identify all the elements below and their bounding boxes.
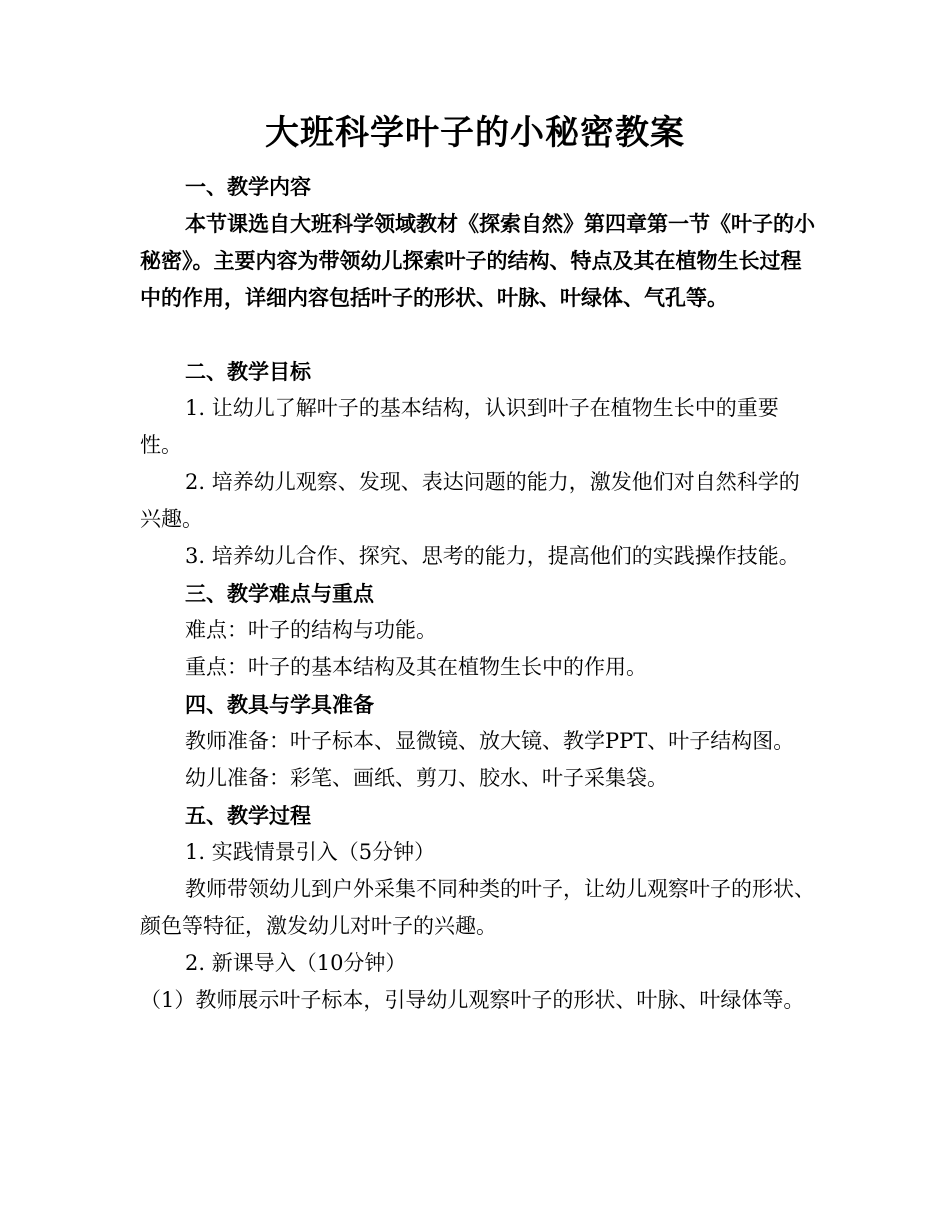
goal-item-1: 1. 让幼儿了解叶子的基本结构，认识到叶子在植物生长中的重要性。 — [140, 396, 779, 457]
process-step-1-paragraph: 教师带领幼儿到户外采集不同种类的叶子，让幼儿观察叶子的形状、颜色等特征，激发幼儿对叶子的兴趣。 — [140, 877, 815, 938]
process-step-2-heading: 2. 新课导入（10分钟） — [185, 951, 407, 975]
document-title: 大班科学叶子的小秘密教案 — [265, 113, 685, 153]
section-heading-teaching-content: 一、教学内容 — [185, 174, 311, 199]
difficulty-line: 难点：叶子的结构与功能。 — [185, 618, 437, 642]
teacher-materials-line: 教师准备：叶子标本、显微镜、放大镜、教学PPT、叶子结构图。 — [185, 729, 795, 753]
section-heading-teaching-process: 五、教学过程 — [185, 803, 311, 828]
section-heading-difficulty-key: 三、教学难点与重点 — [185, 581, 374, 606]
section-heading-materials: 四、教具与学具准备 — [185, 692, 374, 717]
goal-item-2: 2. 培养幼儿观察、发现、表达问题的能力，激发他们对自然科学的兴趣。 — [140, 470, 800, 531]
process-step-2-paragraph: （1）教师展示叶子标本，引导幼儿观察叶子的形状、叶脉、叶绿体等。 — [140, 988, 805, 1012]
section-heading-teaching-goals: 二、教学目标 — [185, 359, 311, 384]
teaching-content-paragraph: 本节课选自大班科学领域教材《探索自然》第四章第一节《叶子的小秘密》。主要内容为带领幼儿探索叶子的结构、特点及其在植物生长过程中的作用，详细内容包括叶子的形状、叶脉、叶绿体、气孔等。 — [140, 211, 815, 310]
goal-item-3: 3. 培养幼儿合作、探究、思考的能力，提高他们的实践操作技能。 — [185, 544, 800, 568]
process-step-1-heading: 1. 实践情景引入（5分钟） — [185, 840, 436, 864]
key-point-line: 重点：叶子的基本结构及其在植物生长中的作用。 — [185, 655, 647, 679]
children-materials-line: 幼儿准备：彩笔、画纸、剪刀、胶水、叶子采集袋。 — [185, 766, 668, 790]
